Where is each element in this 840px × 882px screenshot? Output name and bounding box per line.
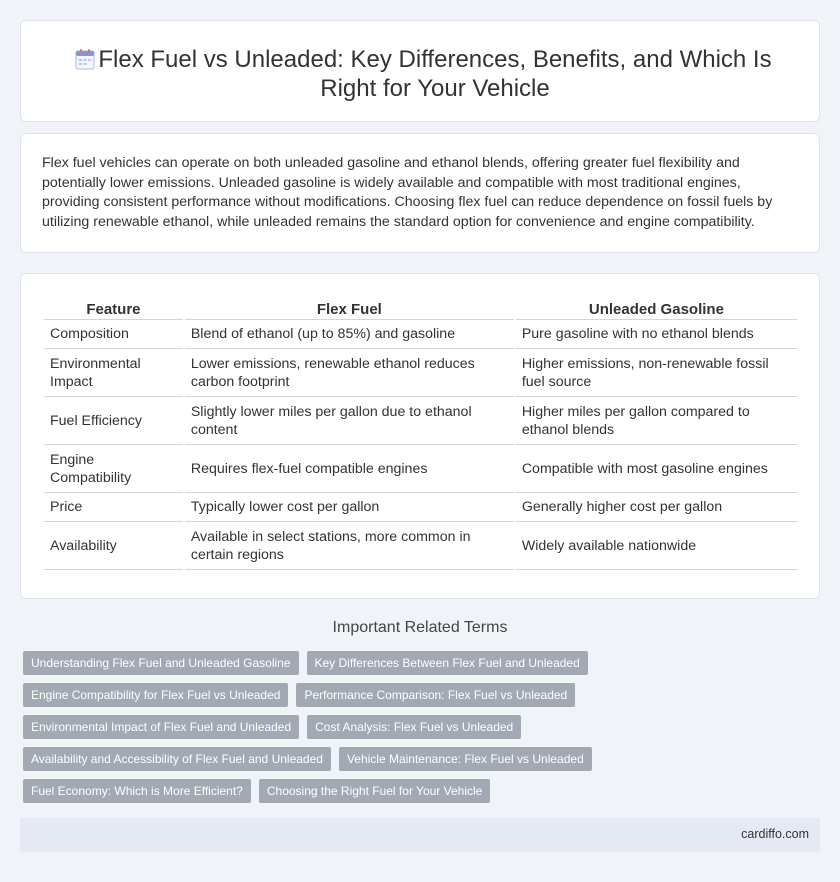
table-row <box>44 397 797 445</box>
page-title-line-2: Right for Your Vehicle <box>320 75 550 102</box>
table-cell: Available in select stations, more common in certain regions <box>185 522 514 570</box>
related-term-tag[interactable]: Engine Compatibility for Flex Fuel vs Unleaded <box>23 683 288 707</box>
table-row <box>44 493 797 522</box>
related-term-tag[interactable]: Performance Comparison: Flex Fuel vs Unleaded <box>296 683 575 707</box>
intro-paragraph: Flex fuel vehicles can operate on both unleaded gasoline and ethanol blends, offering greater fuel flexibility and potentially lower emissions. Unleaded gasoline is widely available and compatible with most traditional engines, providing consistent performance without modifications. Choosing flex fuel can reduce dependence on fossil fuels by utilizing renewable ethanol, while unleaded remains the standard option for convenience and engine compatibility. <box>42 155 773 230</box>
table-cell: Pure gasoline with no ethanol blends <box>516 320 797 349</box>
page-title-line-1: Flex Fuel vs Unleaded: Key Differences, Benefits, and Which Is <box>98 46 772 73</box>
related-term-tag[interactable]: Environmental Impact of Flex Fuel and Unleaded <box>23 715 299 739</box>
header-card <box>20 20 820 122</box>
table-cell: Composition <box>44 320 183 349</box>
related-term-tag[interactable]: Vehicle Maintenance: Flex Fuel vs Unleaded <box>339 747 592 771</box>
table-cell: Lower emissions, renewable ethanol reduces carbon footprint <box>185 349 514 397</box>
related-term-tag[interactable]: Fuel Economy: Which is More Efficient? <box>23 779 251 803</box>
table-cell: Price <box>44 493 183 522</box>
related-term-tag[interactable]: Availability and Accessibility of Flex Fuel and Unleaded <box>23 747 331 771</box>
table-cell: Requires flex-fuel compatible engines <box>185 445 514 493</box>
related-terms-title: Important Related Terms <box>332 619 508 636</box>
related-term-tag[interactable]: Cost Analysis: Flex Fuel vs Unleaded <box>307 715 521 739</box>
table-cell: Compatible with most gasoline engines <box>516 445 797 493</box>
table-cell: Typically lower cost per gallon <box>185 493 514 522</box>
related-terms-list <box>23 651 823 803</box>
table-cell: Widely available nationwide <box>516 522 797 570</box>
header-feature: Feature <box>44 296 183 320</box>
comparison-table-card <box>20 273 820 599</box>
table-row <box>44 445 797 493</box>
related-term-tag[interactable]: Choosing the Right Fuel for Your Vehicle <box>259 779 490 803</box>
intro-card <box>20 133 820 253</box>
table-cell: Engine Compatibility <box>44 445 183 493</box>
footer <box>20 818 820 852</box>
header-flex-fuel: Flex Fuel <box>185 296 514 320</box>
table-cell: Higher miles per gallon compared to ethanol blends <box>516 397 797 445</box>
footer-site-link[interactable]: cardiffo.com <box>741 827 809 841</box>
table-row <box>44 349 797 397</box>
related-term-tag[interactable]: Understanding Flex Fuel and Unleaded Gasoline <box>23 651 299 675</box>
table-cell: Blend of ethanol (up to 85%) and gasoline <box>185 320 514 349</box>
table-cell: Fuel Efficiency <box>44 397 183 445</box>
table-cell: Availability <box>44 522 183 570</box>
header-unleaded: Unleaded Gasoline <box>516 296 797 320</box>
comparison-table <box>42 296 799 570</box>
page-title <box>71 45 799 103</box>
table-cell: Generally higher cost per gallon <box>516 493 797 522</box>
table-row <box>44 522 797 570</box>
table-header-row <box>44 296 797 320</box>
table-row <box>44 320 797 349</box>
table-cell: Higher emissions, non-renewable fossil fuel source <box>516 349 797 397</box>
table-cell: Environmental Impact <box>44 349 183 397</box>
table-cell: Slightly lower miles per gallon due to ethanol content <box>185 397 514 445</box>
related-term-tag[interactable]: Key Differences Between Flex Fuel and Unleaded <box>307 651 588 675</box>
